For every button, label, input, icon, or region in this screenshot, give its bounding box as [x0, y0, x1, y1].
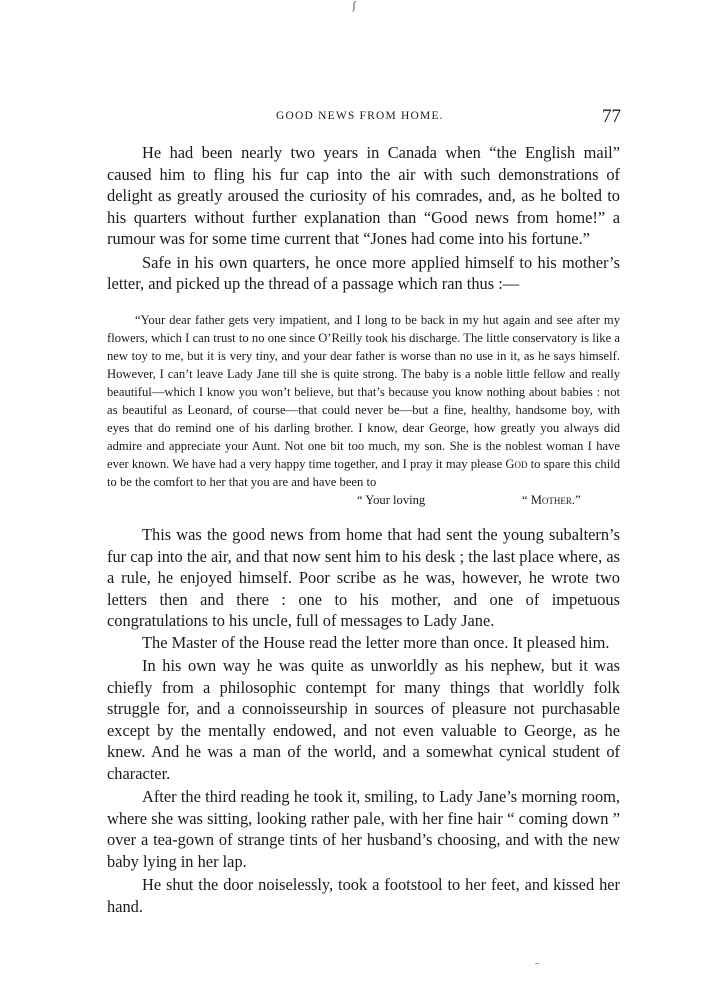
paragraph-7: He shut the door noiselessly, took a footstool to her feet, and kissed her hand.: [107, 875, 620, 916]
paragraph-1: He had been nearly two years in Canada when “the English mail” caused him to fling his fur cap into the air with such demonstrations of delight as greatly aroused the curiosity of his comrades, and, as he bolted to his quarters without further explanation than “Good news from home!” a rumour was for some time current that “Jones had come into his fortune.”: [107, 143, 620, 248]
letter-text-part-2: to spare this child to be the comfort to her that you are and have been to: [107, 457, 620, 490]
running-title: GOOD NEWS FROM HOME.: [276, 110, 444, 122]
letter-text-part-1: “Your dear father gets very impatient, and I long to be back in my hut again and see after my flowers, which I can trust to no one since O’Reilly took his discharge. The little conservatory is like a new toy to me, but it is very tiny, and your dear father is worse than no use in it, as he says himself. However, I can’t leave Lady Jane till she is quite strong. The baby is a noble little fellow and really beautiful—which I know you won’t believe, but that’s because you know nothing about babies : not as beautiful as Leonard, of course—that could never be—but a fine, healthy, handsome boy, with eyes that do remind one of his darling brother. I know, dear George, how greatly you always did admire and appreciate your Aunt. Not one bit too much, my son. She is the noblest woman I have ever known. We have had a very happy time together, and I pray it may please: [107, 312, 620, 472]
ink-speck: ˍ: [535, 951, 539, 965]
ink-speck: ʃ: [352, 0, 356, 12]
page-body: [107, 142, 620, 917]
letter-god: God: [505, 457, 528, 472]
paragraph-4: The Master of the House read the letter more than once. It pleased him.: [142, 632, 610, 652]
paragraph-3: This was the good news from home that had sent the young subaltern’s fur cap into the air, and that now sent him to his desk ; the last place where, as a rule, he enjoyed himself. Poor scribe as he was, however, he wrote two letters then and there : one to his mother, and one of impetuous congratulations to his uncle, full of messages to Lady Jane.: [107, 525, 620, 631]
signoff-left: “ Your loving: [357, 493, 426, 508]
page-header: [0, 106, 716, 130]
letter-signoff: [107, 491, 620, 509]
quoted-letter: [107, 311, 620, 492]
paragraph-6: After the third reading he took it, smiling, to Lady Jane’s morning room, where she was sitting, looking rather pale, with her fine hair “ coming down ” over a tea-gown of strange tints of her husband’s choosing, and with the new baby lying in her lap.: [107, 787, 620, 871]
page-number: 77: [602, 106, 621, 127]
paragraph-5: In his own way he was quite as unworldly as his nephew, but it was chiefly from a philosophic contempt for many things that worldly folk struggle for, and a connoisseurship in sources of pleasure not purchasable except by the mentally endowed, and not even valuable to George, as he knew. And he was a man of the world, and a somewhat cynical student of character.: [107, 656, 620, 783]
signoff-right: “ Mother.”: [522, 493, 581, 508]
paragraph-2: Safe in his own quarters, he once more applied himself to his mother’s letter, and picked up the thread of a passage which ran thus :—: [107, 252, 620, 293]
